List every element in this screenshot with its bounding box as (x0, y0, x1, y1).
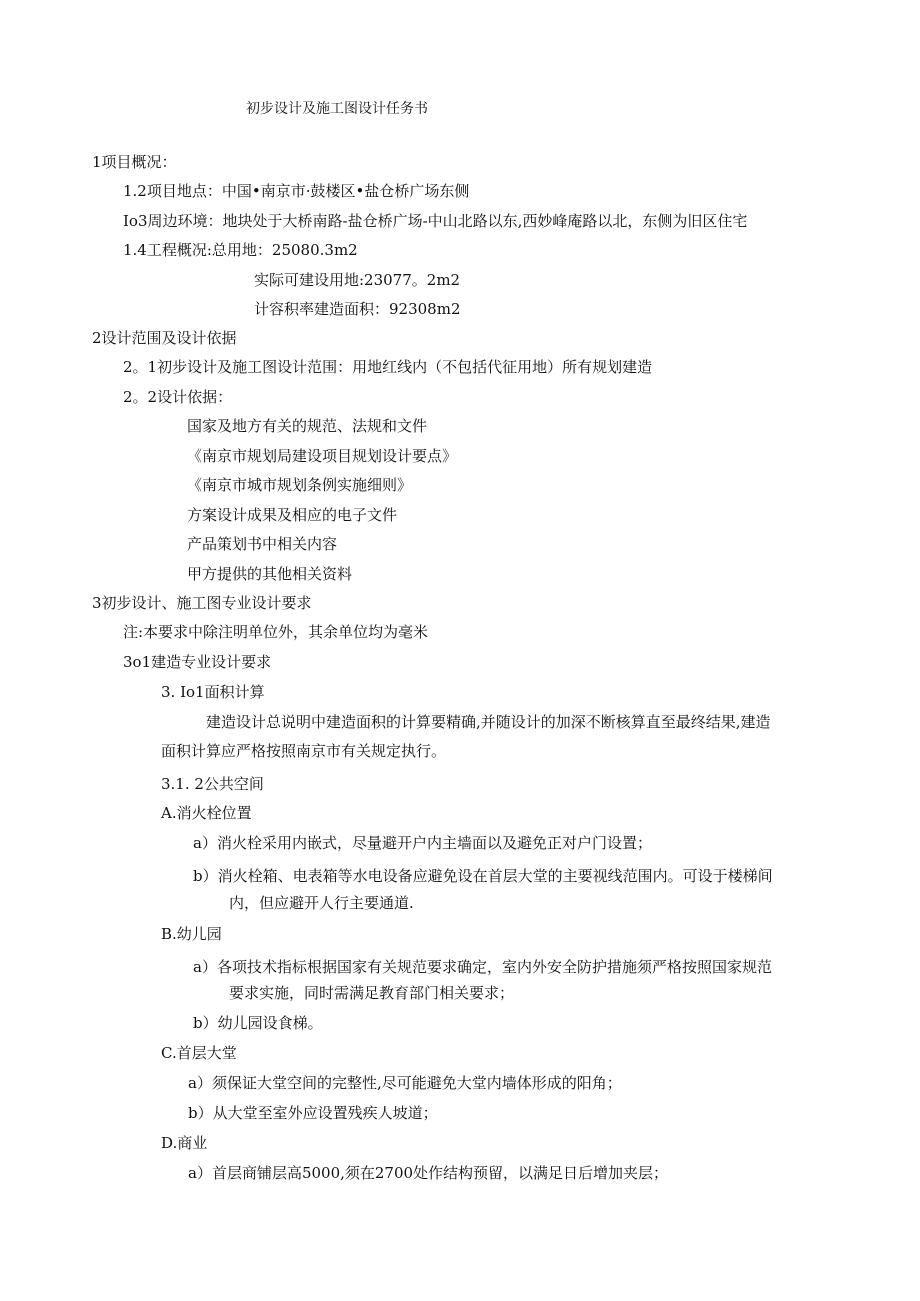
paragraph-line: 建造设计总说明中建造面积的计算要精确,并随设计的加深不断核算直至最终结果,建造 (206, 713, 771, 731)
subsection-heading: 3. Io1面积计算 (161, 683, 265, 701)
list-item: b）消火栓箱、电表箱等水电设备应避免设在首层大堂的主要视线范围内。可设于楼梯间 (193, 867, 773, 885)
list-item-continuation: 内，但应避开人行主要通道. (229, 894, 414, 912)
list-item: a）首层商铺层高5000,须在2700处作结构预留，以满足日后增加夹层； (188, 1164, 669, 1182)
item-heading: D.商业 (161, 1134, 208, 1152)
document-title: 初步设计及施工图设计任务书 (246, 101, 428, 117)
subsection-heading: 3.1. 2公共空间 (161, 775, 264, 793)
list-item: 国家及地方有关的规范、法规和文件 (187, 417, 428, 435)
list-item: a）须保证大堂空间的完整性,尽可能避免大堂内墙体形成的阳角； (188, 1074, 622, 1092)
paragraph-line: 面积计算应严格按照南京市有关规定执行。 (161, 742, 447, 760)
section-heading: 2设计范围及设计依据 (92, 329, 237, 347)
section-heading: 1项目概况： (92, 153, 177, 171)
list-item: a）消火栓采用内嵌式，尽量避开户内主墙面以及避免正对户门设置； (193, 834, 652, 852)
list-item: 方案设计成果及相应的电子文件 (187, 506, 398, 524)
text-line: Io3周边环境：地块处于大桥南路-盐仓桥广场-中山北路以东,西妙峰庵路以北，东侧为旧区住宅 (123, 212, 748, 230)
note-line: 注:本要求中除注明单位外，其余单位均为毫米 (123, 623, 429, 641)
text-line: 1.4工程概况:总用地：25080.3m2 (123, 241, 358, 259)
text-line: 2。1初步设计及施工图设计范围：用地红线内（不包括代征用地）所有规划建造 (123, 358, 653, 376)
list-item: 《南京市城市规划条例实施细则》 (187, 476, 413, 494)
text-line: 实际可建设用地:23077。2m2 (254, 271, 461, 289)
item-heading: C.首层大堂 (161, 1044, 237, 1062)
item-heading: A.消火栓位置 (161, 804, 252, 822)
section-heading: 3初步设计、施工图专业设计要求 (92, 594, 312, 612)
text-line: 2。2设计依据： (123, 388, 233, 406)
list-item-continuation: 要求实施，同时需满足教育部门相关要求； (229, 984, 515, 1002)
subsection-heading: 3o1建造专业设计要求 (123, 653, 272, 671)
list-item: 甲方提供的其他相关资料 (187, 565, 353, 583)
list-item: b）从大堂至室外应设置残疾人坡道； (188, 1104, 438, 1122)
list-item: 产品策划书中相关内容 (187, 535, 338, 553)
text-line: 1.2项目地点：中国•南京市·鼓楼区•盐仓桥广场东侧 (123, 182, 470, 200)
text-line: 计容积率建造面积：92308m2 (254, 300, 461, 318)
list-item: b）幼儿园设食梯。 (193, 1014, 323, 1032)
list-item: 《南京市规划局建设项目规划设计要点》 (187, 447, 458, 465)
list-item: a）各项技术指标根据国家有关规范要求确定，室内外安全防护措施须严格按照国家规范 (193, 958, 772, 976)
item-heading: B.幼儿园 (161, 925, 222, 943)
